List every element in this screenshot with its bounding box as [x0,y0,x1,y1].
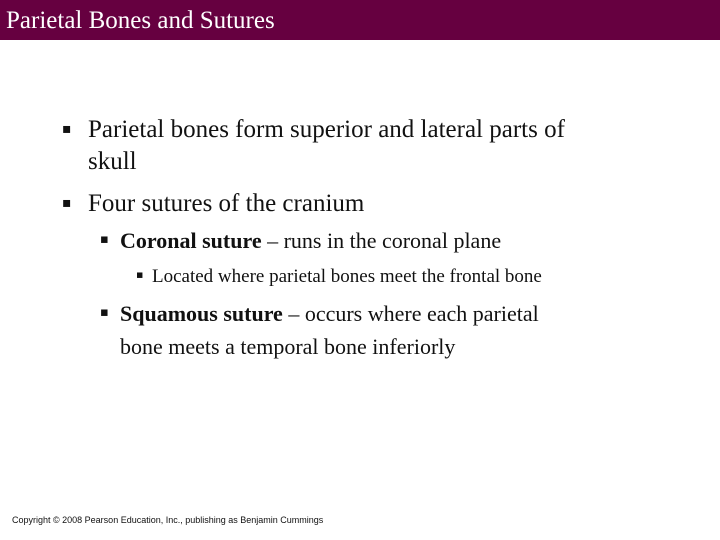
bullet-parietal-line2: skull [88,148,137,175]
square-bullet-icon: ▪ [100,305,109,320]
squamous-suture-description: – occurs where each parietal [282,301,539,326]
bullet-coronal-location: Located where parietal bones meet the frontal bone [152,266,542,287]
term-squamous-suture: Squamous suture [120,301,283,326]
bullet-coronal-suture [120,224,501,257]
square-bullet-icon: ▪ [62,195,72,211]
square-bullet-icon: ▪ [136,268,144,281]
slide-title: Parietal Bones and Sutures [6,7,275,34]
title-bar [0,0,720,40]
bullet-parietal-line1: Parietal bones form superior and lateral parts of [88,116,565,143]
bullet-four-sutures: Four sutures of the cranium [88,190,365,217]
term-coronal-suture: Coronal suture [120,228,262,253]
coronal-suture-description: – runs in the coronal plane [261,228,502,253]
bullet-squamous-suture-line2: bone meets a temporal bone inferiorly [120,334,456,359]
square-bullet-icon: ▪ [100,232,109,247]
copyright-footer: Copyright © 2008 Pearson Education, Inc., publishing as Benjamin Cummings [12,515,324,525]
bullet-squamous-suture-line1 [120,297,539,330]
square-bullet-icon: ▪ [62,121,72,137]
